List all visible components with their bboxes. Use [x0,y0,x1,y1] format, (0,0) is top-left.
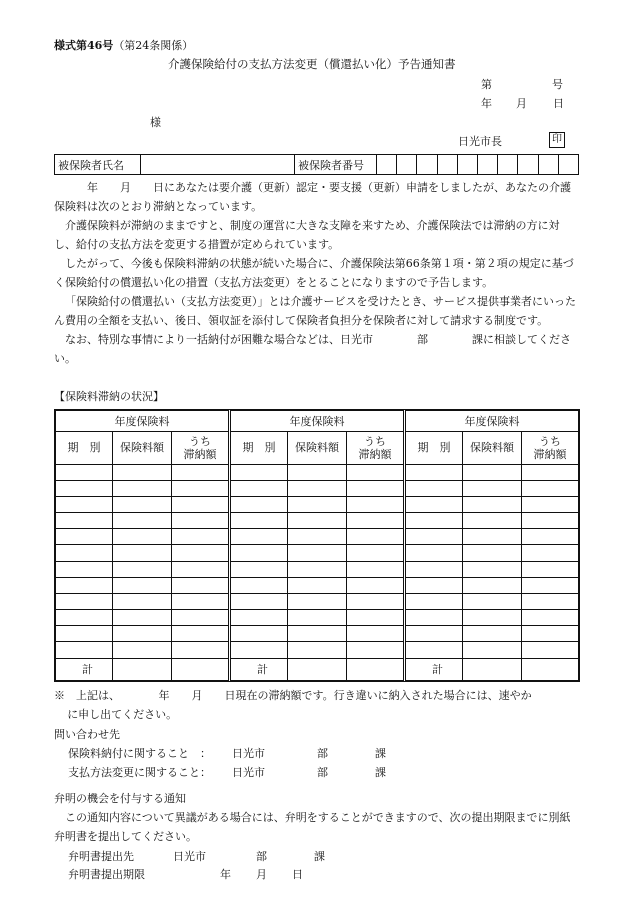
cell[interactable] [522,626,579,642]
form-number-main: 様式第46号 [54,39,114,52]
cell[interactable] [56,480,113,496]
cell[interactable] [347,464,404,480]
cell[interactable] [288,480,347,496]
col-premium: 保険料額 [463,432,522,464]
cell[interactable] [113,529,172,545]
hearing-deadline-label: 弁明書提出期限 [68,868,145,881]
form-number-ref: （第24条関係） [113,39,194,52]
addressee-suffix: 様 [150,116,161,129]
cell[interactable] [56,545,113,561]
cell[interactable] [406,577,463,593]
cell[interactable] [172,561,229,577]
cell[interactable] [522,529,579,545]
cell[interactable] [172,577,229,593]
cell[interactable] [113,577,172,593]
cell[interactable] [463,626,522,642]
year-block-1 [55,410,229,681]
cell[interactable] [406,496,463,512]
col-arrears-line2: 滞納額 [358,447,392,461]
cell[interactable] [56,529,113,545]
contact-row-1-section: 課 [375,747,386,760]
cell[interactable] [463,610,522,626]
cell[interactable] [288,545,347,561]
cell[interactable] [172,545,229,561]
cell[interactable] [522,480,579,496]
cell[interactable] [347,529,404,545]
col-arrears [347,432,404,464]
cell[interactable] [288,626,347,642]
date-month: 月 [516,97,527,110]
cell[interactable] [113,545,172,561]
paragraph-4: 「保険給付の償還払い（支払方法変更）」とは介護サービスを受けたとき、サービス提供事業者にいったん費用の全額を支払い、後日、領収証を添付して保険者負担分を保険者に対して請求する制度です。 [54,295,577,327]
cell[interactable] [347,610,404,626]
note [54,686,578,724]
cell[interactable] [406,642,463,658]
cell[interactable] [406,545,463,561]
year-header: 年度保険料 [231,411,404,432]
cell[interactable] [347,480,404,496]
col-arrears-line2: 滞納額 [533,447,567,461]
col-period: 期 別 [406,432,463,464]
date-year: 年 [481,97,492,110]
col-arrears-line1: うち [364,434,386,448]
cell[interactable] [522,577,579,593]
year-block-3 [405,410,579,681]
cell[interactable] [288,642,347,658]
note-text-1: 上記は、 年 月 日現在の滞納額です。行き違いに納入された場合には、速やか [76,689,532,702]
notice-body [54,178,578,368]
note-line-2: に申し出てください。 [67,708,178,721]
cell[interactable] [522,561,579,577]
year-header: 年度保険料 [406,411,579,432]
insured-number-digit[interactable] [397,155,417,175]
date-day: 日 [553,97,564,110]
cell[interactable] [406,529,463,545]
cell[interactable] [56,626,113,642]
cell[interactable] [113,593,172,609]
col-arrears-line1: うち [189,434,211,448]
total-cell[interactable] [288,658,347,680]
insured-name-field[interactable] [141,155,295,175]
cell[interactable] [113,464,172,480]
hearing-deadline-year: 年 [220,868,231,881]
contact-row-1-label: 保険料納付に関すること ： [68,747,211,760]
col-arrears [172,432,229,464]
col-arrears-line2: 滞納額 [183,447,217,461]
col-period: 期 別 [56,432,113,464]
cell[interactable] [463,513,522,529]
hearing-dest-label: 弁明書提出先 [68,850,134,863]
year-block-2 [230,410,404,681]
cell[interactable] [406,513,463,529]
cell[interactable] [347,545,404,561]
cell[interactable] [347,513,404,529]
cell[interactable] [463,545,522,561]
cell[interactable] [288,513,347,529]
cell[interactable] [172,610,229,626]
seal-mark [549,132,565,148]
cell[interactable] [288,496,347,512]
cell[interactable] [172,513,229,529]
cell[interactable] [231,529,288,545]
note-mark: ※ [54,689,65,702]
paragraph-2: 介護保険料が滞納のままですと、制度の運営に大きな支障を来すため、介護保険法では滞納の方に対し、給付の支払方法を変更する措置が定められています。 [54,219,560,251]
insured-number-digit[interactable] [558,155,578,175]
cell[interactable] [463,480,522,496]
cell[interactable] [463,561,522,577]
arrears-table [54,409,580,682]
cell[interactable] [522,610,579,626]
cell[interactable] [172,464,229,480]
cell[interactable] [522,496,579,512]
cell[interactable] [172,593,229,609]
total-cell[interactable] [172,658,229,680]
cell[interactable] [231,480,288,496]
cell[interactable] [113,642,172,658]
hearing-deadline-day: 日 [292,868,303,881]
note-line-1 [54,686,578,705]
cell[interactable] [56,464,113,480]
cell[interactable] [288,464,347,480]
insured-number-digit[interactable] [437,155,457,175]
total-cell[interactable] [522,658,579,680]
col-premium: 保険料額 [113,432,172,464]
total-cell[interactable] [463,658,522,680]
cell[interactable] [347,642,404,658]
cell[interactable] [231,496,288,512]
total-label: 計 [406,658,463,680]
cell[interactable] [172,480,229,496]
cell[interactable] [288,610,347,626]
year-header: 年度保険料 [56,411,229,432]
doc-number-prefix: 第 [481,78,492,91]
paragraph-3: したがって、今後も保険料滞納の状態が続いた場合に、介護保険法第66条第１項・第２項の規定に基づく保険給付の償還払い化の措置（支払方法変更）をとることになりますので予告します。 [54,257,574,289]
form-number [54,37,193,53]
cell[interactable] [56,561,113,577]
cell[interactable] [522,513,579,529]
doc-number-suffix: 号 [552,78,563,91]
cell[interactable] [522,464,579,480]
cell[interactable] [463,496,522,512]
cell[interactable] [406,480,463,496]
cell[interactable] [347,496,404,512]
paragraph-1: 年 月 日にあなたは要介護（更新）認定・要支援（更新）申請をしましたが、あなたの介護保険料は次のとおり滞納となっています。 [54,181,571,213]
hearing-deadline-month: 月 [256,868,267,881]
paragraph-5: なお、特別な事情により一括納付が困難な場合などは、日光市 部 課に相談してください。 [54,333,571,365]
cell[interactable] [56,642,113,658]
cell[interactable] [113,561,172,577]
total-cell[interactable] [347,658,404,680]
cell[interactable] [288,593,347,609]
cell[interactable] [113,480,172,496]
hearing-dest-dept: 部 [256,850,267,863]
seal-icon: 印 [549,132,565,148]
cell[interactable] [522,545,579,561]
cell[interactable] [288,577,347,593]
issuer-name: 日光市長 [458,135,502,148]
insured-number-digit[interactable] [457,155,477,175]
cell[interactable] [231,545,288,561]
cell[interactable] [288,529,347,545]
col-arrears [522,432,579,464]
cell[interactable] [231,577,288,593]
cell[interactable] [406,593,463,609]
cell[interactable] [463,529,522,545]
cell[interactable] [231,626,288,642]
col-arrears-line1: うち [539,434,561,448]
cell[interactable] [231,561,288,577]
cell[interactable] [406,561,463,577]
cell[interactable] [231,642,288,658]
cell[interactable] [522,593,579,609]
col-premium: 保険料額 [288,432,347,464]
insured-name-label: 被保険者氏名 [55,155,141,175]
hearing-dest-city: 日光市 [173,850,206,863]
insured-number-digit[interactable] [377,155,397,175]
hearing-dest-section: 課 [314,850,325,863]
cell[interactable] [56,496,113,512]
cell[interactable] [288,561,347,577]
cell[interactable] [347,626,404,642]
hearing-text: この通知内容について異議がある場合には、弁明をすることができますので、次の提出期限までに別紙弁明書を提出してください。 [54,811,571,843]
cell[interactable] [56,610,113,626]
cell[interactable] [231,513,288,529]
cell[interactable] [347,561,404,577]
contact-row-2-section: 課 [375,766,386,779]
insured-number-digit[interactable] [417,155,437,175]
cell[interactable] [406,610,463,626]
total-label: 計 [231,658,288,680]
insured-number-digit[interactable] [498,155,518,175]
cell[interactable] [172,529,229,545]
contact-row-2-label: 支払方法変更に関すること： [68,766,211,779]
col-period: 期 別 [231,432,288,464]
contact-row-1-city: 日光市 [232,747,265,760]
insured-id-table [54,154,579,175]
cell[interactable] [463,642,522,658]
status-heading: 【保険料滞納の状況】 [54,390,164,403]
insured-number-digit[interactable] [518,155,538,175]
cell[interactable] [172,642,229,658]
hearing-heading: 弁明の機会を付与する通知 [54,792,186,805]
contact-row-2-city: 日光市 [232,766,265,779]
cell[interactable] [172,496,229,512]
cell[interactable] [463,577,522,593]
cell[interactable] [56,513,113,529]
total-label: 計 [56,658,113,680]
cell[interactable] [347,577,404,593]
cell[interactable] [406,626,463,642]
cell[interactable] [231,464,288,480]
cell[interactable] [113,513,172,529]
contact-row-2-dept: 部 [317,766,328,779]
cell[interactable] [347,593,404,609]
insured-number-digit[interactable] [538,155,558,175]
insured-number-digit[interactable] [477,155,497,175]
cell[interactable] [231,610,288,626]
cell[interactable] [56,593,113,609]
cell[interactable] [172,626,229,642]
cell[interactable] [406,464,463,480]
contact-row-1-dept: 部 [317,747,328,760]
total-cell[interactable] [113,658,172,680]
cell[interactable] [463,464,522,480]
cell[interactable] [56,577,113,593]
cell[interactable] [231,593,288,609]
cell[interactable] [522,642,579,658]
cell[interactable] [463,593,522,609]
insured-number-label: 被保険者番号 [295,155,377,175]
cell[interactable] [113,610,172,626]
contact-heading: 問い合わせ先 [54,728,120,741]
cell[interactable] [113,496,172,512]
cell[interactable] [113,626,172,642]
document-title: 介護保険給付の支払方法変更（償還払い化）予告通知書 [168,57,456,71]
hearing-text-block [54,808,578,846]
